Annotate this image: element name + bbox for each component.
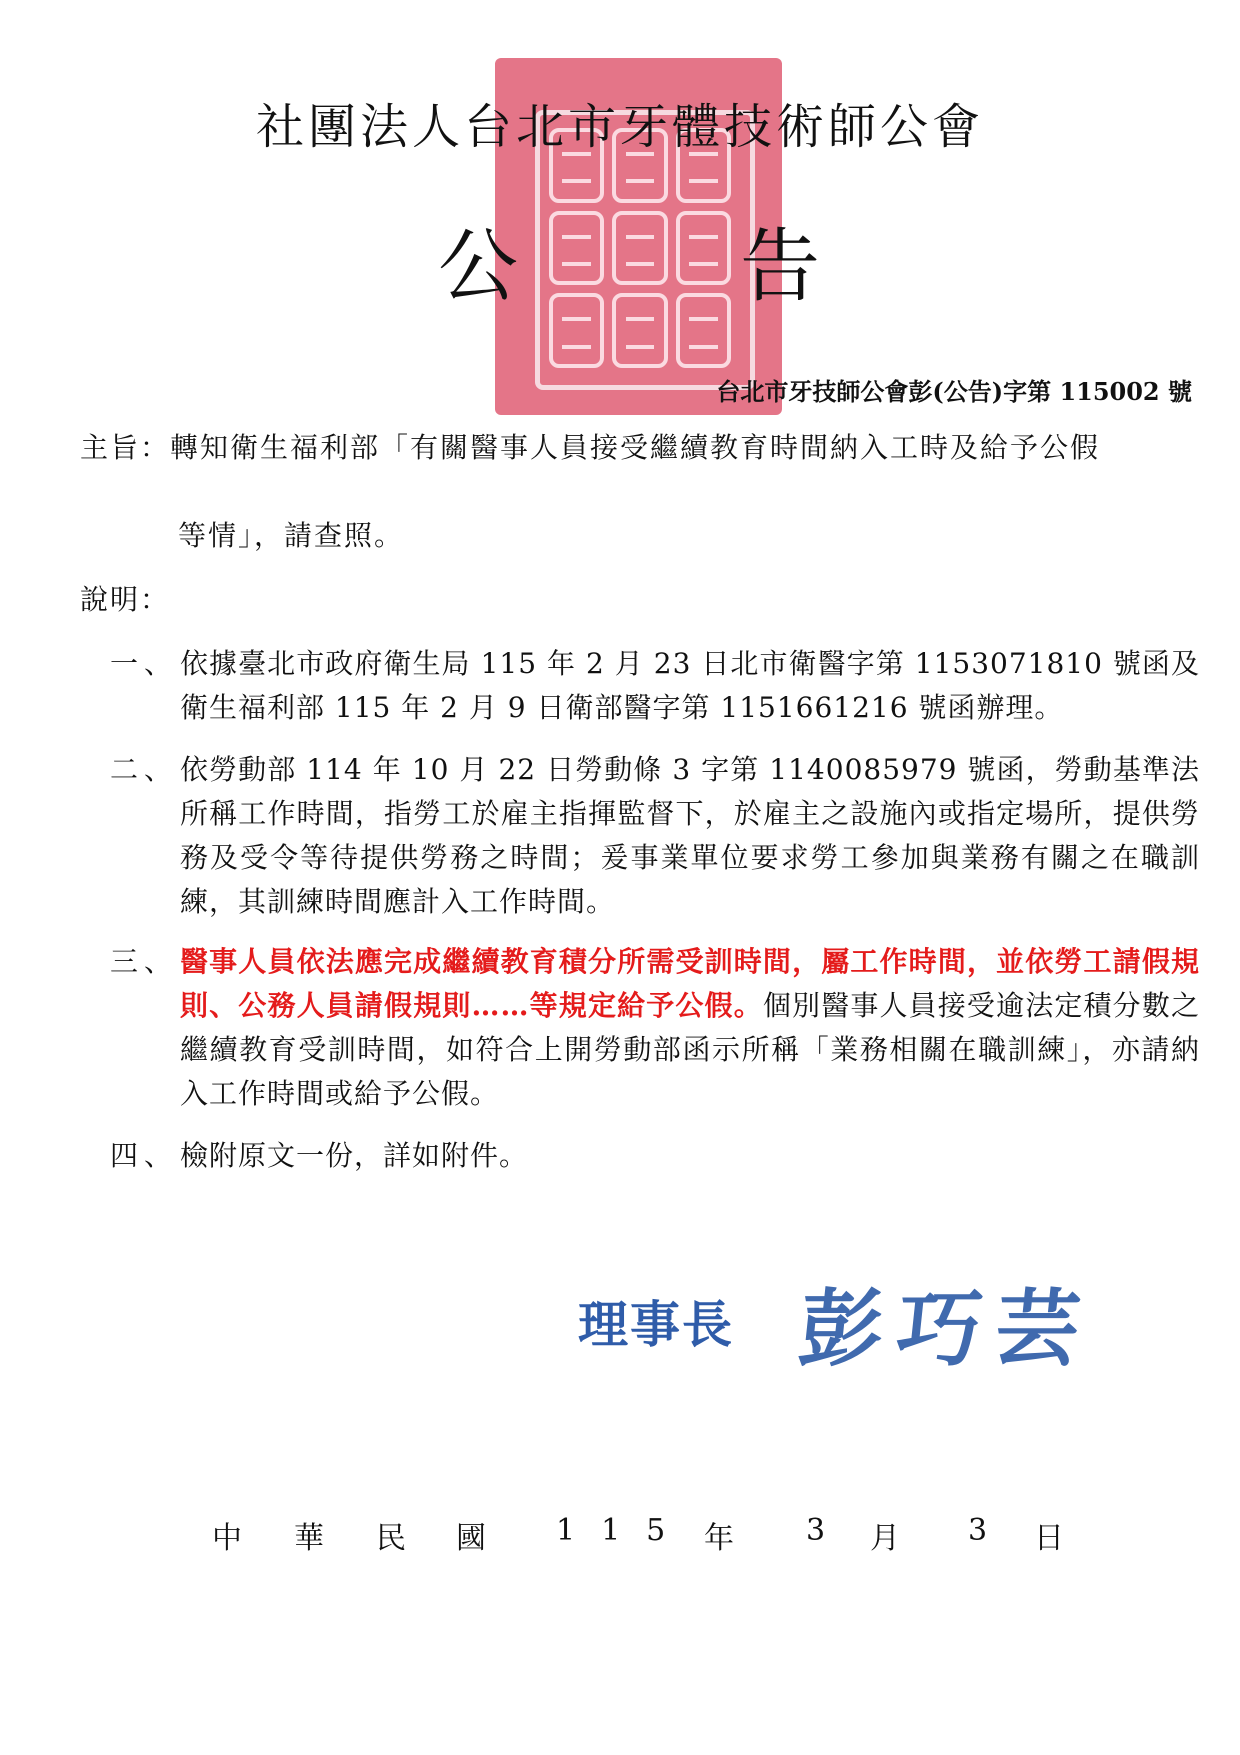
item-number: 三、 [110,945,179,978]
seal-glyphs [549,128,731,368]
date-month: 3 [806,1513,826,1548]
item-text: 依據臺北市政府衛生局 115 年 2 月 23 日北市衛醫字第 1153071810 號函及衛生福利部 115 年 2 月 9 日衛部醫字第 1151661216 號函辦理。 [180,647,1200,724]
date-year-unit: 年 [704,1521,734,1556]
item-number: 一、 [110,647,179,680]
date-char: 民 [376,1521,406,1556]
item-number: 四、 [110,1139,179,1172]
date-month-unit: 月 [870,1521,900,1556]
item-text [180,940,1200,1116]
item-number: 二、 [110,753,179,786]
date-char: 華 [294,1521,324,1556]
document-number: 台北市牙技師公會彭(公告)字第 115002 號 [716,377,1192,406]
date-day: 3 [968,1513,988,1548]
emphasized-text: 醫事人員依法應完成繼續教育積分所需受訓時間，屬工作時間，並依勞工請假規則、公務人員請假規則……等規定給予公假。 [180,945,1200,1022]
signature-name: 彭巧芸 [794,1279,1099,1378]
subject-line-1: 主旨：轉知衛生福利部「有關醫事人員接受繼續教育時間納入工時及給予公假 [80,431,1101,464]
announcement-char-right: 告 [740,220,820,313]
signature-title: 理事長 [578,1295,734,1354]
explanation-label: 說明： [80,583,171,616]
item-text-rest: 個別醫事人員接受逾法定積分數之繼續教育受訓時間，如符合上開勞動部函示所稱「業務相關在職訓練」，亦請納入工作時間或給予公假。 [180,989,1200,1110]
subject-line-2: 等情」，請查照。 [178,519,405,552]
organization-title: 社團法人台北市牙體技術師公會 [255,99,984,155]
item-text: 檢附原文一份，詳如附件。 [180,1139,529,1172]
date-char: 國 [456,1521,486,1556]
date-day-unit: 日 [1034,1521,1064,1556]
date-year: 115 [556,1513,692,1548]
date-char: 中 [212,1521,242,1556]
announcement-char-left: 公 [438,220,518,313]
item-text: 依勞動部 114 年 10 月 22 日勞動條 3 字第 1140085979 號函，勞動基準法所稱工作時間，指勞工於雇主指揮監督下，於雇主之設施內或指定場所，提供勞務及受令等待提供勞務之時間；爰事業單位要求勞工參加與業務有關之在職訓練，其訓練時間應計入工作時間。 [180,753,1200,918]
